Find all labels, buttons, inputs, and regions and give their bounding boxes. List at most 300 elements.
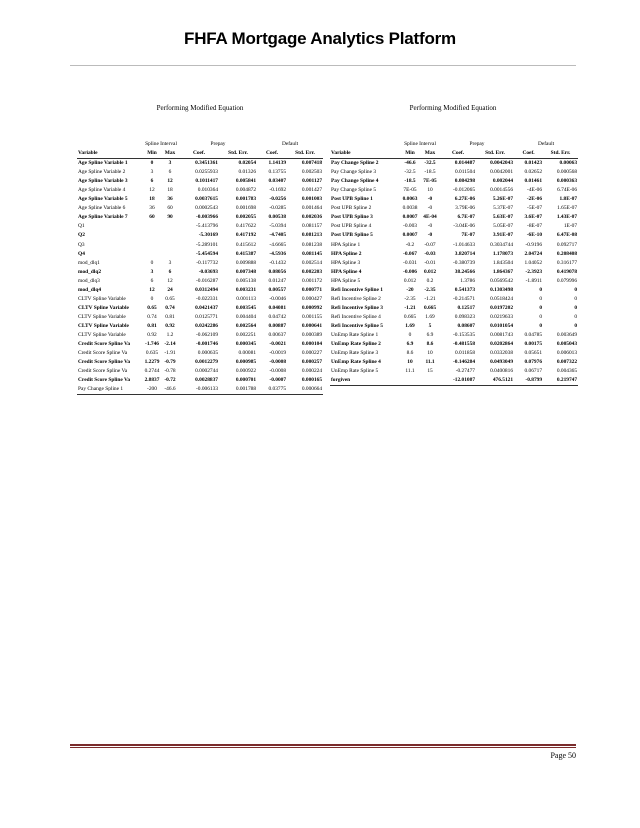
cell-prepay-std-err: 0.0518424 (490, 295, 514, 302)
table-row (77, 241, 323, 250)
cell-default-std-err: 0.000224 (301, 368, 323, 375)
group-header-prepay: Prepay (210, 141, 226, 147)
cell-min: 0.92 (147, 331, 157, 338)
group-header-default: Default (537, 141, 555, 147)
cell-default-coef: 0.02652 (524, 169, 543, 176)
cell-min: 0.2744 (144, 368, 160, 375)
cell-min (143, 231, 161, 240)
cell-max: 4E-04 (423, 214, 437, 221)
cell-default-coef: -0.9196 (525, 241, 543, 248)
cell-prepay-std-err: 0.000922 (235, 368, 257, 375)
cell-max: -0.72 (164, 377, 176, 384)
cell-default-coef: 0.07976 (524, 359, 543, 366)
cell-default-std-err: 0.000257 (301, 359, 323, 366)
cell-min: 0 (150, 295, 154, 302)
cell-prepay-std-err: 0.0332038 (490, 350, 514, 357)
cell-min: 12 (149, 286, 155, 293)
cell-variable: Refi Incentive Spline 1 (331, 286, 383, 293)
column-header-row (77, 149, 323, 159)
cell-variable: Credit Score Spline Va (78, 350, 128, 357)
group-header-prepay: Prepay (469, 141, 485, 147)
cell-min: 36 (149, 205, 155, 212)
group-header-spline-interval: Spline Interval (404, 141, 436, 147)
cell-variable: Age Spline Variable 1 (78, 160, 128, 167)
cell-prepay-coef: -0.27477 (455, 368, 476, 375)
cell-min: 0.0063 (402, 196, 418, 203)
cell-prepay-coef: 3.820714 (454, 250, 476, 257)
cell-prepay-std-err: 5.05E-07 (493, 223, 514, 230)
cell-variable: Credit Score Spline Va (78, 341, 131, 348)
cell-max: 60 (167, 205, 173, 212)
cell-variable: HPA Spline 4 (331, 268, 362, 275)
cell-max (420, 376, 440, 386)
cell-min (143, 250, 161, 259)
cell-min: 7E-05 (403, 187, 417, 194)
cell-default-coef: -4.6665 (269, 241, 287, 248)
cell-default-std-err: 0.006013 (556, 350, 578, 357)
cell-default-std-err: 1E-07 (563, 223, 578, 230)
cell-prepay-coef: 0.0421437 (195, 304, 219, 311)
cell-prepay-coef: 3.79E-06 (455, 205, 476, 212)
cell-default-std-err: 0.001155 (302, 313, 323, 320)
cell-default-std-err: 0 (574, 322, 578, 329)
cell-variable: Age Spline Variable 3 (78, 178, 128, 185)
cell-prepay-std-err: 0.415387 (235, 250, 257, 257)
cell-default-coef: 0 (539, 295, 543, 302)
cell-default-coef: 0.01423 (524, 160, 543, 167)
cell-default-std-err: 0.081145 (302, 250, 323, 257)
cell-prepay-coef: -0.214571 (453, 295, 476, 302)
cell-variable: HPA Spline 1 (331, 241, 361, 248)
cell-prepay-std-err: 0.009888 (235, 259, 257, 266)
cell-default-std-err: 0.007322 (556, 359, 578, 366)
column-header-default-coef: Coef. (514, 149, 543, 159)
cell-default-coef: -0.0285 (269, 205, 287, 212)
table-row (330, 322, 578, 331)
cell-default-std-err: 6.74E-06 (557, 187, 578, 194)
cell-prepay-coef: 0.541373 (454, 286, 476, 293)
cell-default-coef: -4E-06 (527, 187, 543, 194)
cell-min: -1.746 (145, 341, 159, 348)
cell-prepay-std-err: 0.1303498 (490, 286, 514, 293)
table-row (77, 304, 323, 313)
table-row (77, 186, 323, 195)
cell-max: 12 (167, 277, 173, 284)
table-row (330, 358, 578, 367)
cell-prepay-coef: -5.413796 (196, 223, 219, 230)
cell-variable: CLTV Spline Variable (78, 322, 129, 329)
cell-max: 1.2 (166, 331, 174, 338)
table-row (330, 367, 578, 376)
page-number: Page 50 (550, 751, 576, 760)
table-row (330, 241, 578, 250)
cell-default-std-err: 1.65E-07 (557, 205, 578, 212)
cell-max: -0 (427, 223, 433, 230)
cell-max (161, 241, 179, 250)
table-row (330, 195, 578, 204)
cell-prepay-std-err: 0.003545 (235, 304, 257, 311)
cell-prepay-coef: 7E-07 (461, 232, 476, 239)
cell-prepay-coef: 0.0002543 (195, 205, 219, 212)
cell-variable: HPA Spline 3 (331, 259, 361, 266)
cell-default-coef: 0.03407 (268, 178, 287, 185)
cell-prepay-std-err: 0.415612 (235, 241, 257, 248)
cell-default-std-err: 0.003649 (556, 331, 578, 338)
table-row (77, 231, 323, 240)
group-header-row (330, 140, 578, 149)
cell-max: -0 (427, 196, 433, 203)
table-row (330, 222, 578, 231)
cell-min: 0 (408, 331, 412, 338)
cell-default-std-err: 0.002203 (301, 268, 323, 275)
cell-default-coef: 0.04742 (268, 313, 287, 320)
cell-min (400, 376, 420, 386)
cell-default-std-err: 0.000389 (301, 331, 323, 338)
cell-default-std-err: 0.000104 (301, 341, 323, 348)
column-header-prepay-coef: Coef. (440, 149, 476, 159)
cell-max: -1.21 (424, 295, 436, 302)
right-table-body (330, 159, 578, 386)
cell-max: -32.5 (424, 160, 436, 167)
cell-variable: Post UPB Spline 2 (331, 205, 372, 212)
cell-variable: CLTV Spline Variable (78, 313, 126, 320)
cell-prepay-coef: -3.04E-06 (453, 223, 476, 230)
cell-variable: UnEmp Rate Spline 2 (331, 341, 381, 348)
table-row (330, 231, 578, 240)
column-header-default-coef: Coef. (257, 149, 287, 159)
cell-prepay-std-err: 0.0197202 (490, 304, 514, 311)
cell-max: 18 (167, 187, 173, 194)
cell-default-std-err: 0.000641 (301, 322, 323, 329)
table-row (330, 313, 578, 322)
cell-default-coef: 0.05651 (524, 350, 543, 357)
group-header-default: Default (281, 141, 299, 147)
cell-prepay-std-err: 5.37E-07 (493, 205, 514, 212)
cell-default-coef: 0.00557 (268, 286, 287, 293)
table-row (77, 385, 323, 395)
cell-prepay-coef: -5.289101 (196, 241, 219, 248)
cell-variable: Pay Change Spline 2 (331, 160, 379, 167)
table-row (330, 304, 578, 313)
cell-min: 8.6 (406, 350, 414, 357)
cell-variable: Age Spline Variable 5 (78, 196, 128, 203)
cell-default-coef: -0.0021 (269, 341, 287, 348)
cell-default-std-err: 0.079996 (556, 277, 578, 284)
cell-max: 5 (428, 322, 432, 329)
cell-max: 0.65 (165, 295, 175, 302)
table-row (330, 177, 578, 186)
cell-min: 11.1 (405, 368, 415, 375)
cell-min: -2.35 (404, 295, 416, 302)
table-row (330, 168, 578, 177)
cell-prepay-coef: 0.12517 (457, 304, 476, 311)
cell-prepay-coef: 0.0255933 (195, 169, 219, 176)
cell-prepay-std-err: 5.26E-07 (492, 196, 514, 203)
column-header-max: Max (161, 149, 179, 159)
cell-max: 6 (168, 268, 172, 275)
cell-prepay-coef: -0.146284 (453, 359, 476, 366)
cell-prepay-coef: 0.08607 (457, 322, 476, 329)
cell-min: -0.067 (403, 250, 417, 257)
table-row (77, 177, 323, 186)
column-header-default-std-err: Std. Err. (287, 149, 323, 159)
cell-prepay-std-err: 0.417622 (235, 223, 257, 230)
cell-prepay-std-err: 0.0042043 (490, 160, 514, 167)
table-row (77, 376, 323, 385)
table-row (77, 286, 323, 295)
table-row (77, 250, 323, 259)
cell-prepay-std-err: 0.004404 (235, 313, 257, 320)
cell-variable: Credit Score Spline Va (78, 368, 128, 375)
cell-max: 15 (427, 368, 433, 375)
cell-min: 0.665 (403, 313, 417, 320)
cell-variable: CLTV Spline Variable (78, 304, 129, 311)
cell-default-std-err: 0.092717 (556, 241, 578, 248)
cell-default-std-err: 0 (574, 313, 578, 320)
table-row (330, 340, 578, 349)
cell-prepay-std-err: 0.0014556 (490, 187, 514, 194)
table-row (77, 259, 323, 268)
column-header-min: Min (400, 149, 420, 159)
cell-min: -0.003 (403, 223, 417, 230)
table-row (330, 286, 578, 295)
cell-variable: Age Spline Variable 7 (78, 214, 128, 221)
cell-prepay-std-err: 0.004872 (235, 187, 257, 194)
cell-default-std-err: 0.00063 (559, 160, 578, 167)
cell-variable: Refi Incentive Spline 5 (331, 322, 383, 329)
cell-prepay-coef: 0.0312494 (195, 286, 219, 293)
cell-prepay-coef: 0.098323 (454, 313, 476, 320)
cell-prepay-std-err: 0.001698 (235, 205, 257, 212)
cell-min: 0 (150, 160, 154, 167)
cell-prepay-coef: 0.0037615 (195, 196, 219, 203)
cell-max: 0.92 (165, 322, 175, 329)
cell-variable: forgiven (330, 376, 400, 386)
table-row (77, 277, 323, 286)
cell-default-std-err: 0.000771 (301, 286, 323, 293)
right-regression-table (330, 140, 578, 386)
cell-min: 0.65 (147, 304, 157, 311)
cell-default-std-err: 0.002514 (301, 259, 323, 266)
group-header-blank (77, 140, 143, 149)
cell-default-coef: 2.04724 (524, 250, 543, 257)
cell-max: 3 (168, 259, 172, 266)
cell-default-coef: -5E-07 (527, 205, 543, 212)
table-row (77, 268, 323, 277)
cell-max: -0 (427, 205, 433, 212)
cell-default-std-err: 0.002036 (301, 214, 323, 221)
cell-default-std-err: 0.001172 (302, 277, 323, 284)
cell-default-std-err: 0.005043 (556, 341, 578, 348)
cell-variable: CLTV Spline Variable (78, 295, 126, 302)
cell-prepay-std-err: 0.02054 (238, 160, 257, 167)
cell-max: -0.07 (424, 241, 436, 248)
cell-min: -0.031 (403, 259, 417, 266)
cell-max: 0.81 (165, 313, 175, 320)
cell-max: 0.2 (426, 277, 434, 284)
column-header-variable: Variable (77, 149, 143, 159)
cell-min: 0.81 (147, 322, 157, 329)
cell-default-coef: 0.01247 (268, 277, 287, 284)
cell-default-coef: 0 (539, 286, 543, 293)
cell-default-std-err: 6.47E-08 (556, 232, 578, 239)
table-row (330, 204, 578, 213)
cell-prepay-coef: 0.3451361 (195, 160, 219, 167)
cell-prepay-coef: 0.010364 (197, 187, 219, 194)
cell-prepay-std-err: 3.91E-07 (492, 232, 514, 239)
cell-default-coef: 0 (539, 322, 543, 329)
cell-prepay-coef: -0.117732 (196, 259, 219, 266)
cell-variable: Pay Change Spline 5 (331, 187, 377, 194)
table-row (77, 195, 323, 204)
cell-prepay-coef: 0.0028837 (195, 377, 219, 384)
cell-prepay-std-err: 1.178073 (492, 250, 514, 257)
cell-default-coef: -5.0394 (269, 223, 287, 230)
cell-default-std-err: 0.000664 (287, 385, 323, 395)
cell-variable: UnEmp Rate Spline 1 (331, 331, 379, 338)
cell-default-std-err: 1.8E-07 (559, 196, 578, 203)
cell-max: 36 (167, 196, 173, 203)
cell-max: 12 (167, 178, 173, 185)
table-row (330, 349, 578, 358)
cell-max: -2.14 (164, 341, 176, 348)
cell-max: 10 (427, 350, 433, 357)
table-row (330, 376, 578, 386)
right-table-title: Performing Modified Equation (409, 104, 497, 112)
cell-default-coef: -0.1692 (269, 187, 287, 194)
cell-variable: Post UPB Spline 5 (331, 232, 373, 239)
cell-prepay-coef: 0.0012279 (195, 359, 219, 366)
cell-max (161, 231, 179, 240)
table-row (77, 340, 323, 349)
cell-default-coef: 0.13755 (268, 169, 287, 176)
table-row (77, 349, 323, 358)
cell-prepay-std-err: 0.002055 (235, 214, 257, 221)
cell-prepay-std-err: 0.000701 (235, 377, 257, 384)
cell-max: -0.78 (164, 368, 176, 375)
cell-max: -18.5 (424, 169, 436, 176)
cell-prepay-coef: 0.000635 (197, 350, 219, 357)
cell-prepay-std-err: 0.002564 (235, 322, 257, 329)
column-header-variable: Variable (330, 149, 400, 159)
column-header-min: Min (143, 149, 161, 159)
table-row (77, 213, 323, 222)
cell-default-std-err: 0.000227 (301, 350, 323, 357)
cell-prepay-coef: 0.011858 (455, 350, 476, 357)
table-row (77, 204, 323, 213)
cell-default-coef: -0.0008 (269, 368, 287, 375)
cell-prepay-std-err: 0.000345 (235, 341, 257, 348)
cell-default-std-err: 0.000568 (556, 169, 578, 176)
cell-prepay-coef: -0.006133 (179, 385, 219, 395)
cell-default-coef: 0.00538 (268, 214, 287, 221)
cell-min: 0.74 (147, 313, 157, 320)
table-row (330, 259, 578, 268)
table-row (330, 250, 578, 259)
cell-variable: UnEmp Rate Spline 4 (331, 359, 381, 366)
cell-max: -0.01 (424, 259, 436, 266)
cell-prepay-std-err: 0.0042001 (490, 169, 514, 176)
cell-default-coef: -4.5936 (269, 250, 287, 257)
table-row (77, 168, 323, 177)
cell-prepay-std-err: 0.0081743 (490, 331, 514, 338)
footer-divider-thin (70, 747, 576, 748)
cell-max: -46.6 (161, 385, 179, 395)
cell-min: 6 (150, 178, 154, 185)
table-row (330, 331, 578, 340)
table-row (77, 313, 323, 322)
footer-divider-thick (70, 744, 576, 746)
column-header-default-std-err: Std. Err. (543, 149, 578, 159)
table-row (77, 295, 323, 304)
cell-default-std-err: 0.000427 (301, 295, 323, 302)
cell-min (143, 241, 161, 250)
cell-max: -2.35 (424, 286, 436, 293)
cell-min: 0.012 (403, 277, 417, 284)
group-header-blank (330, 140, 400, 149)
cell-prepay-coef: -0.001746 (196, 341, 219, 348)
cell-min: -0.006 (403, 268, 417, 275)
cell-default-std-err: 0 (574, 304, 578, 311)
cell-default-coef: -2E-06 (526, 196, 543, 203)
table-row (330, 159, 578, 169)
cell-min: -20 (406, 286, 414, 293)
cell-variable: Post UPB Spline 4 (331, 223, 372, 230)
cell-default-coef: -0.8799 (514, 376, 543, 386)
table-row (330, 295, 578, 304)
cell-prepay-coef: -0.062109 (196, 331, 219, 338)
cell-min: 0.0007 (402, 232, 418, 239)
cell-default-coef: -0.0256 (269, 196, 287, 203)
cell-default-coef: 0.00637 (268, 331, 287, 338)
column-header-prepay-std-err: Std. Err. (219, 149, 257, 159)
cell-default-std-err: 0.002503 (301, 169, 323, 176)
cell-min: 3 (150, 169, 154, 176)
cell-default-coef: -0.0046 (269, 295, 287, 302)
column-header-row (330, 149, 578, 159)
table-row (77, 322, 323, 331)
cell-prepay-coef: -1.014633 (453, 241, 476, 248)
cell-default-coef: -8E-07 (527, 223, 543, 230)
left-table-body (77, 159, 323, 395)
cell-min: 2.8837 (144, 377, 160, 384)
cell-variable: Pay Change Spline 4 (331, 178, 379, 185)
cell-variable: Q1 (78, 223, 85, 230)
cell-prepay-std-err: 0.417192 (235, 232, 257, 239)
cell-min: -0.2 (405, 241, 415, 248)
cell-default-coef: 1.04052 (524, 259, 543, 266)
cell-max (161, 222, 179, 231)
cell-default-std-err: 0 (574, 286, 578, 293)
cell-prepay-std-err: 0.005138 (235, 277, 257, 284)
cell-prepay-std-err: 0.000985 (235, 359, 257, 366)
cell-default-std-err: 0.219747 (543, 376, 578, 386)
cell-max: 0.665 (423, 304, 437, 311)
header-divider (70, 65, 576, 66)
cell-prepay-coef: 6.27E-06 (454, 196, 476, 203)
table-row (77, 358, 323, 367)
cell-default-coef: -0.0008 (269, 359, 287, 366)
cell-prepay-coef: 1.3786 (460, 277, 476, 284)
table-row (77, 159, 323, 169)
cell-default-coef: 3.6E-07 (524, 214, 543, 221)
cell-default-std-err: 0.419078 (556, 268, 578, 275)
column-header-prepay-coef: Coef. (179, 149, 219, 159)
cell-default-std-err: 0.081213 (301, 232, 323, 239)
cell-prepay-std-err: 0.0219633 (490, 313, 514, 320)
cell-prepay-coef: -0.03693 (198, 268, 219, 275)
column-header-max: Max (420, 149, 440, 159)
